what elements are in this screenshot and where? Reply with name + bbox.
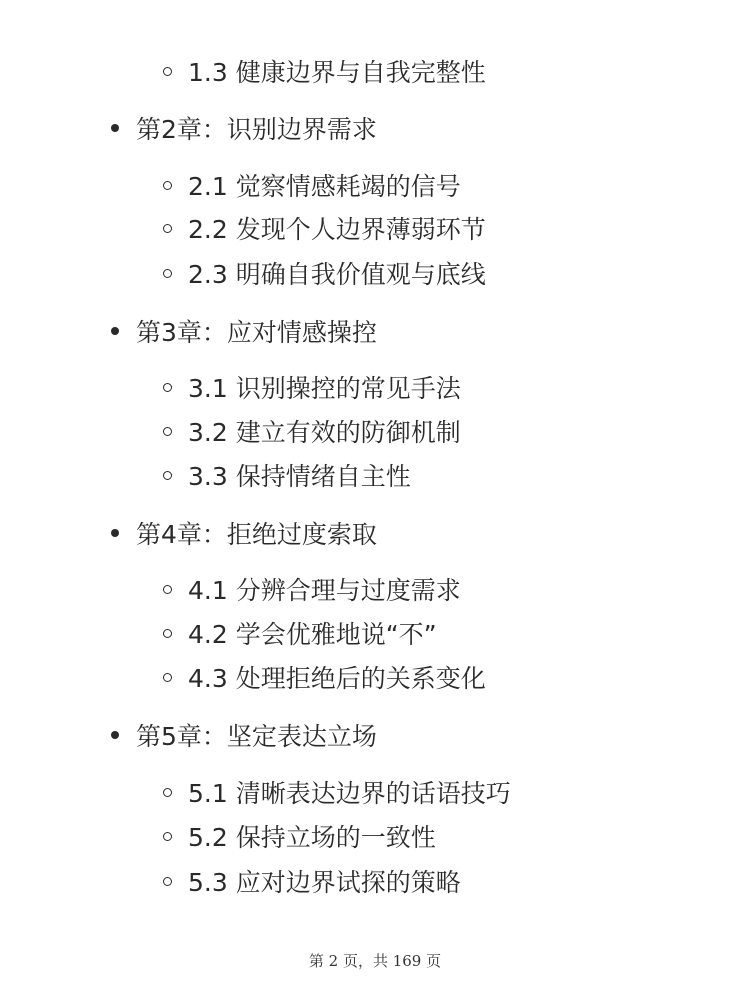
section-title: 5.1 清晰表达边界的话语技巧 — [188, 779, 511, 808]
toc-chapter-3 — [111, 311, 377, 351]
toc-section-2-3 — [163, 253, 486, 293]
toc-section-2-2 — [163, 208, 486, 248]
section-title: 1.3 健康边界与自我完整性 — [188, 58, 486, 87]
chapter-title: 第3章：应对情感操控 — [136, 318, 377, 347]
disc-bullet-icon — [111, 731, 119, 739]
circle-bullet-icon — [163, 788, 172, 797]
circle-bullet-icon — [163, 471, 172, 480]
section-title: 2.1 觉察情感耗竭的信号 — [188, 172, 461, 201]
section-title: 4.1 分辨合理与过度需求 — [188, 576, 461, 605]
toc-section-4-3 — [163, 657, 486, 697]
toc-chapter-2 — [111, 108, 377, 148]
toc-section-3-2 — [163, 411, 461, 451]
section-title: 5.2 保持立场的一致性 — [188, 823, 436, 852]
circle-bullet-icon — [163, 629, 172, 638]
circle-bullet-icon — [163, 585, 172, 594]
section-title: 4.2 学会优雅地说“不” — [188, 620, 437, 649]
section-title: 2.2 发现个人边界薄弱环节 — [188, 215, 486, 244]
toc-chapter-4 — [111, 513, 377, 553]
circle-bullet-icon — [163, 427, 172, 436]
section-title: 3.2 建立有效的防御机制 — [188, 418, 461, 447]
toc-chapter-5 — [111, 715, 377, 755]
section-title: 3.1 识别操控的常见手法 — [188, 374, 461, 403]
disc-bullet-icon — [111, 327, 119, 335]
circle-bullet-icon — [163, 224, 172, 233]
toc-section-5-2 — [163, 816, 436, 856]
circle-bullet-icon — [163, 67, 172, 76]
section-title: 3.3 保持情绪自主性 — [188, 462, 411, 491]
circle-bullet-icon — [163, 673, 172, 682]
toc-section-5-3 — [163, 861, 461, 901]
chapter-title: 第4章：拒绝过度索取 — [136, 520, 377, 549]
circle-bullet-icon — [163, 181, 172, 190]
circle-bullet-icon — [163, 383, 172, 392]
chapter-title: 第2章：识别边界需求 — [136, 115, 377, 144]
toc-section-5-1 — [163, 772, 511, 812]
disc-bullet-icon — [111, 124, 119, 132]
toc-section-2-1 — [163, 165, 461, 205]
circle-bullet-icon — [163, 877, 172, 886]
toc-section-1-3 — [163, 51, 486, 91]
toc-section-3-1 — [163, 367, 461, 407]
toc-section-4-1 — [163, 569, 461, 609]
section-title: 2.3 明确自我价值观与底线 — [188, 260, 486, 289]
circle-bullet-icon — [163, 269, 172, 278]
circle-bullet-icon — [163, 832, 172, 841]
section-title: 5.3 应对边界试探的策略 — [188, 868, 461, 897]
chapter-title: 第5章：坚定表达立场 — [136, 722, 377, 751]
toc-section-3-3 — [163, 455, 411, 495]
toc-section-4-2 — [163, 613, 437, 653]
disc-bullet-icon — [111, 529, 119, 537]
section-title: 4.3 处理拒绝后的关系变化 — [188, 664, 486, 693]
page-indicator: 第 2 页，共 169 页 — [308, 952, 442, 970]
